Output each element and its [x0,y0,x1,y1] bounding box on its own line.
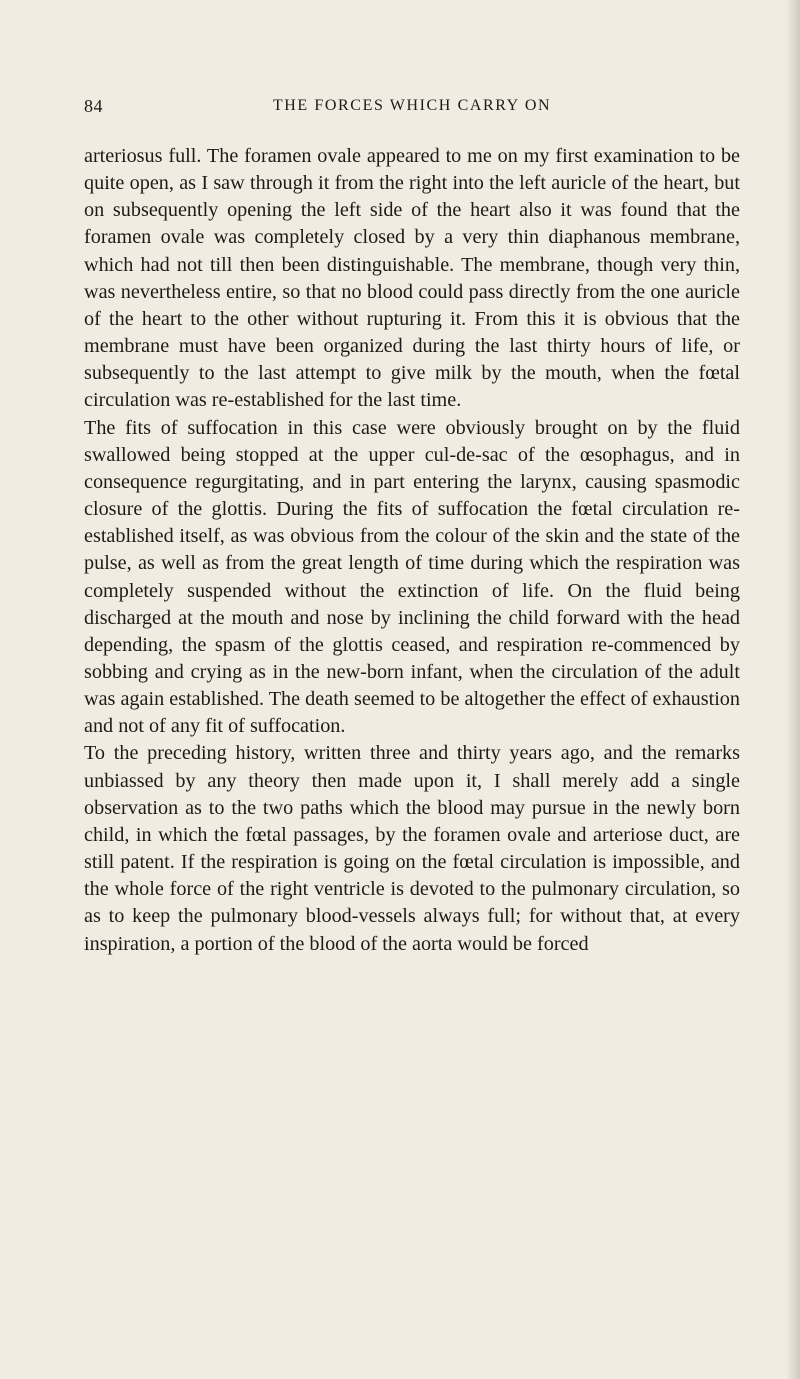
body-text [84,143,740,958]
running-head: THE FORCES WHICH CARRY ON [272,97,552,114]
paragraph-3: To the preceding history, written three and thirty years ago, and the remarks unbiassed by any theory then made upon it, I shall merely add a single observation as to the two paths which the blood may pursue in the newly born child, in which the fœtal passages, by the foramen ovale and arteriose duct, are still patent. If the respiration is going on the fœtal circulation is impossible, and the whole force of the right ventricle is devoted to the pulmonary circulation, so as to keep the pulmonary blood-vessels always full; for without that, at every inspiration, a portion of the blood of the aorta would be forced [84,742,740,955]
page-number: 84 [84,96,103,116]
page-header [84,96,740,120]
page-edge-shadow [786,0,800,1379]
paragraph-2: The fits of suffocation in this case were obviously brought on by the fluid swallowed being stopped at the upper cul-de-sac of the œsophagus, and in consequence regurgitating, and in part entering the larynx, causing spasmodic closure of the glottis. During the fits of suffocation the fœtal circulation re-established itself, as was obvious from the colour of the skin and the state of the pulse, as well as from the great length of time during which the respiration was completely suspended without the extinction of life. On the fluid being discharged at the mouth and nose by inclining the child forward with the head depending, the spasm of the glottis ceased, and respiration re-commenced by sobbing and crying as in the new-born infant, when the circulation of the adult was again established. The death seemed to be altogether the effect of exhaustion and not of any fit of suffocation. [84,416,740,738]
paragraph-1: arteriosus full. The foramen ovale appeared to me on my first examination to be quite open, as I saw through it from the right into the left auricle of the heart, but on subsequently opening the left side of the heart also it was found that the foramen ovale was completely closed by a very thin diaphanous membrane, which had not till then been distinguishable. The membrane, though very thin, was nevertheless entire, so that no blood could pass directly from the one auricle of the heart to the other without rupturing it. From this it is obvious that the membrane must have been organized during the last thirty hours of life, or subsequently to the last attempt to give milk by the mouth, when the fœtal circulation was re-established for the last time. [84,145,740,412]
